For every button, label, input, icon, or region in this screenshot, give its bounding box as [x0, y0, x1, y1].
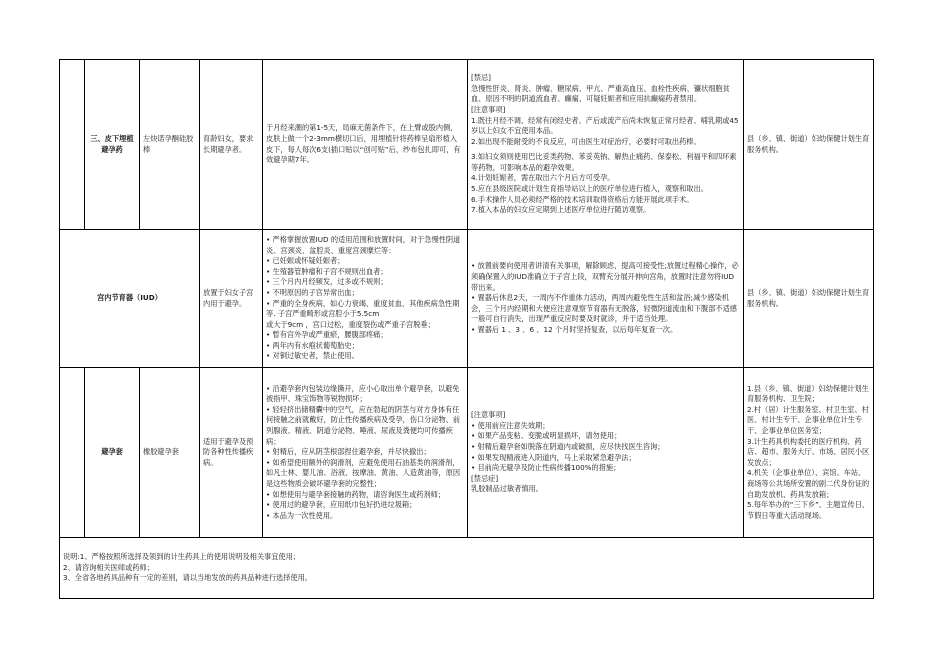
footer-note-line: 说明:1、严格按照所选择及领到的计生药具上的使用说明及相关事宜使用； [63, 552, 300, 562]
provider-line: 5.每年举办的“三下乡”、主题宣传日、节假日等重大活动现场。 [747, 500, 870, 520]
usage-line: • 严重的全身疾病，如心力衰竭、重度贫血、其他疾病急性期等. 子宫严重畸形或宫腔小于5.5cm [266, 298, 460, 319]
footer-notes [60, 538, 874, 599]
usage-line: • 使用过的避孕套，应用纸巾包好扔进垃圾箱； [266, 500, 417, 510]
notes-line: 3.如妇女须则使用巴比妥类药物、苯妥英钠、解热止痛药、保泰松、利福平和四环素等药物，可影响本品的避孕效果。 [471, 152, 737, 172]
usage-cell [263, 230, 468, 368]
provider-line: 1.县（乡、镇、街道）妇幼保健计划生育服务机构、卫生院； [747, 383, 869, 404]
usage-line: • 生殖器管肿瘤和子宫不规则出血者； [266, 266, 388, 276]
usage-cell [263, 368, 468, 538]
contraceptive-table [59, 59, 874, 599]
footer-note-line: 3、全省各地药具品种有一定的差别，请以当地发放的药具品种进行选择使用。 [63, 573, 312, 583]
category-cell: 避孕套 [85, 368, 140, 538]
usage-line: • 轻轻挤出储精囊中的空气，应在勃起的阴茎与对方身体有任何接触之前就戴好，防止性传播疾病及受孕，伤口分泌物、前列腺液、精液、阴道分泌物、唾液、尿液及粪便均可传播疾病； [266, 404, 461, 446]
notes-line: • 如果发现精液进入阴道内，马上采取紧急避孕法； [471, 452, 636, 462]
table-row [60, 60, 874, 230]
notes-line: • 置器后 1 、3 、6 、12 个月时坚持复查，以后每年复查一次。 [471, 324, 678, 334]
provider-line: 4.机关（企事业单位）、宾馆、车站、商场等公共场所安置的剧二代身份证的自助发放机、药具发放箱； [747, 468, 870, 499]
footer-row [60, 538, 874, 599]
usage-line: • 严格掌握放置IUD 的适用范围和放置时间，对于急慢性阴道炎、宫颈炎、盆腔炎、重度宫颈糜烂等： [266, 234, 461, 255]
notes-line: 2.如出现不能耐受的不良反应，可由医生对症治疗，必要时可取出药棒。 [471, 136, 701, 146]
table-row [60, 230, 874, 368]
notes-line: • 使用前应注意失效期； [471, 420, 550, 430]
footer-note-line: 2、请咨询相关医师或药师； [63, 562, 154, 572]
provider-line: 2.村（居）计生服务室、村卫生室、村医、村计生专干、企事业单位计生专干、企事业单位医务室； [747, 404, 869, 436]
usage-line: • 射精后，应从阴茎根部捏住避孕套，并尽快撤出； [266, 447, 431, 457]
usage-line: • 本品为一次性使用。 [266, 510, 338, 520]
provider-line: 3.计生药具机构委托的医疗机构、药店、超市、服务大厅、市场、居民小区发放点； [747, 436, 870, 467]
notes-line: 4.计划妊娠者，需在取出六个月后方可受孕。 [471, 173, 615, 183]
notes-line: • 置器后休息2天，一周内不作重体力活动，两周内避免性生活和盆浴;减少感染机会，三个月内经期和大便应注意观察节育器有无脱落，轻微阴道流血和下腹部不适感一般可自行消失，出现严重反应时要及时就诊，并于适当处理。 [471, 293, 737, 324]
usage-line: • 两年内有水疱状葡萄胎史； [266, 340, 359, 350]
provider-cell [744, 368, 874, 538]
notes-line: 1.既往月经不调、经常有闭经史者、产后或流产后尚未恢复正常月经者、哺乳期或45岁以上妇女不宜使用本品。 [471, 115, 739, 136]
usage-line: • 已妊娠或怀疑妊娠者； [266, 256, 345, 266]
notes-cell [468, 60, 744, 230]
indication-cell: 适用于避孕及预防各种性传播疾病。 [200, 368, 263, 538]
notes-line: • 放置前要向使用者讲清有关事项，解除顾虑，提高可接受性;放置过程精心操作，必须确保置入的IUD准确立于子宫上段，双臂充分展开伸向宫角，放置时注意勿将IUD 带出来。 [471, 261, 739, 292]
notes-line: [注意事项] [471, 104, 506, 114]
notes-cell [468, 230, 744, 368]
notes-line: 6.手术操作人员必须经严格的技术培训取得资格后方能开展此项手术。 [471, 194, 694, 204]
notes-line: • 目前尚无避孕及防止性病传播100%的措施； [471, 463, 621, 473]
notes-line: 7.植入本品的妇女应定期到上述医疗单位进行随访观察。 [471, 205, 651, 215]
notes-line: • 射精后避孕套如脱落在阴道内或破损，应尽快找医生咨询； [471, 441, 665, 451]
indication-cell: 育龄妇女，要求长期避孕者。 [200, 60, 263, 230]
usage-cell: 于月经来潮的第1-5天，局麻无菌条件下，在上臂或股内侧，皮肤上做一个2-3mm横切口后，用埋植针将药棒呈扇形植入皮下，每人每次6支(插口贴以“创可贴”后，纱布包扎即可，有效避孕期7年。 [263, 60, 468, 230]
notes-line: 5.应在县级医院或计划生育指导站以上的医疗单位进行植入，观察和取出。 [471, 184, 708, 194]
usage-line: • 暂有宫外孕或严重瘀，腰腹部疼痛； [266, 330, 388, 340]
usage-line: • 不明原因的子宫异常出血； [266, 287, 359, 297]
category-cell: 宫内节育器（IUD） [60, 230, 200, 368]
notes-line: [注意事项] [471, 410, 506, 420]
usage-line: • 对铜过敏史者，禁止使用。 [266, 351, 359, 361]
blank-cell [60, 60, 85, 230]
provider-cell: 县（乡、镇、街道）妇幼保健计划生育服务机构。 [744, 230, 874, 368]
usage-line: • 如想使用与避孕套接触的药物，请咨询医生或药剂师； [266, 489, 446, 499]
usage-line: • 沿避孕套内包装边缘撕开，应小心取出单个避孕套，以避免被指甲、珠宝饰物等锐物损坏； [266, 383, 460, 404]
category-cell: 三、皮下埋植避孕药 [85, 60, 140, 230]
usage-line: • 三个月内月经频发，过多或不规则； [266, 277, 388, 287]
blank-cell [60, 368, 85, 538]
notes-line: • 如果产品变粘、变脆或明显损坏，请勿使用； [471, 431, 622, 441]
usage-line: • 如希望使用额外的润滑剂，应避免使用石油基类的润滑剂，如凡士林、婴儿油、浴液、按摩油、黄油、人造黄油等，原因是这些物质会破坏避孕套的完整性； [266, 457, 461, 488]
notes-cell [468, 368, 744, 538]
notes-line: 急慢性肝炎、肾炎、肿瘤、糖尿病、甲亢、严重高血压、血栓性疾病、镰状细胞贫血、原因不明的阴道流血者、癫痫、可疑妊娠者和应用抗癫痫药者禁用。 [471, 83, 730, 104]
product-cell: 左炔诺孕酮硅胶棒 [140, 60, 200, 230]
product-cell: 橡胶避孕套 [140, 368, 200, 538]
notes-line: 乳胶制品过敏者慎用。 [471, 484, 543, 494]
usage-line: 或大于9cm ，宫口过松，重度裂伤或严重子宫脱垂； [266, 319, 435, 329]
notes-line: [禁忌] [471, 73, 491, 83]
provider-cell: 县（乡、镇、街道）妇幼保健计划生育服务机构。 [744, 60, 874, 230]
notes-line: [禁忌症] [471, 473, 499, 483]
table-row [60, 368, 874, 538]
indication-cell: 放置于妇女子宫内用于避孕。 [200, 230, 263, 368]
